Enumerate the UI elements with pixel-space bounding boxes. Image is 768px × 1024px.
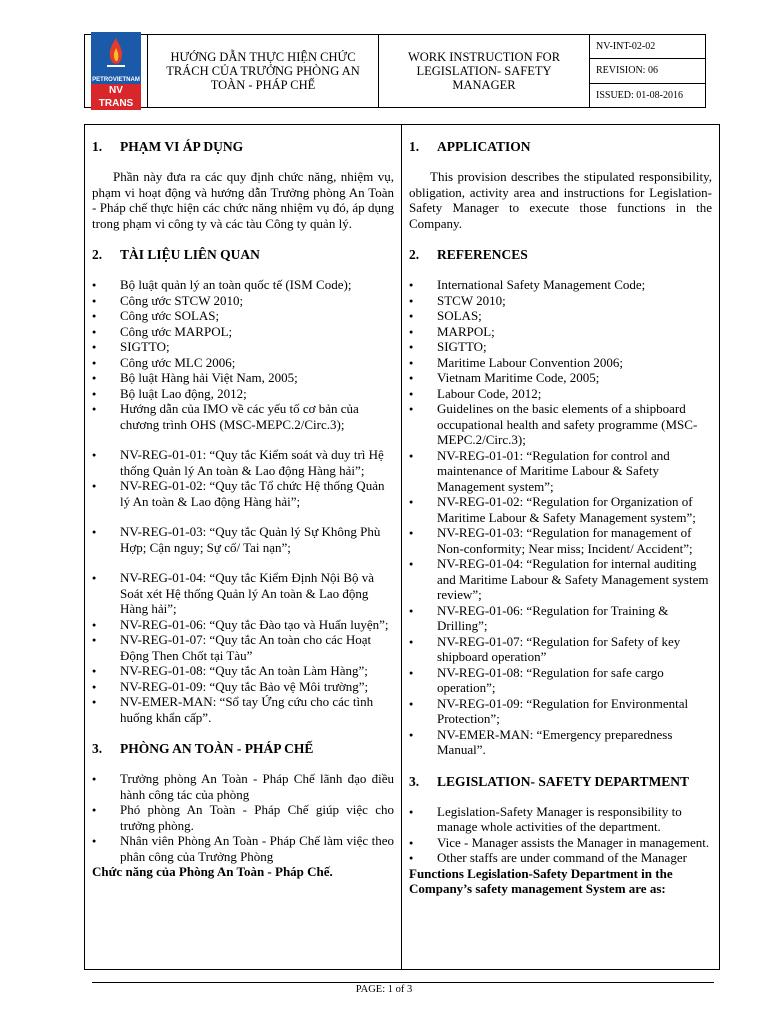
content-table xyxy=(84,124,720,970)
vietnamese-column xyxy=(85,125,402,969)
list-item: ● NV-REG-01-08: “Quy tắc An toàn Làm Hàng”; xyxy=(92,663,394,679)
english-column xyxy=(402,125,719,969)
title-vietnamese: HƯỚNG DẪN THỰC HIỆN CHỨC TRÁCH CỦA TRƯỞNG PHÒNG AN TOÀN - PHÁP CHẾ xyxy=(148,35,379,107)
list-item: ● Công ước SOLAS; xyxy=(92,308,394,324)
list-item: ● NV-EMER-MAN: “Sổ tay Ứng cứu cho các tình huống khẩn cấp”. xyxy=(92,694,394,725)
logo-text-petrovietnam: PETROVIETNAM xyxy=(92,77,140,83)
issued-date: ISSUED: 01-08-2016 xyxy=(596,89,683,101)
list-item: ● NV-REG-01-02: “Regulation for Organization of Maritime Labour & Safety Management system”; xyxy=(409,494,712,525)
section-heading: 2. REFERENCES xyxy=(409,247,528,262)
list-item: ● NV-REG-01-02: “Quy tắc Tổ chức Hệ thống Quản lý An toàn & Lao động Hàng hải”; xyxy=(92,478,394,509)
list-item: ● NV-EMER-MAN: “Emergency preparedness Manual”. xyxy=(409,727,712,758)
list-item: ● NV-REG-01-01: “Regulation for control and maintenance of Maritime Labour & Safety Management system”; xyxy=(409,448,712,495)
list-item: ● Bộ luật quản lý an toàn quốc tế (ISM Code); xyxy=(92,277,394,293)
reference-list xyxy=(92,277,394,725)
list-item: ● NV-REG-01-07: “Quy tắc An toàn cho các Hoạt Động Then Chốt tại Tàu” xyxy=(92,632,394,663)
document-meta xyxy=(590,35,705,107)
list-item: ● Maritime Labour Convention 2006; xyxy=(409,355,712,371)
list-item: ● International Safety Management Code; xyxy=(409,277,712,293)
section-heading: 3. LEGISLATION- SAFETY DEPARTMENT xyxy=(409,773,690,789)
footer-divider xyxy=(92,982,714,983)
list-item: ● NV-REG-01-06: “Regulation for Training & Drilling”; xyxy=(409,603,712,634)
list-item: ● Công ước STCW 2010; xyxy=(92,293,394,309)
section-heading: 1. APPLICATION xyxy=(409,139,531,154)
revision: REVISION: 06 xyxy=(590,59,705,83)
reference-list xyxy=(409,277,712,758)
list-item: ● SIGTTO; xyxy=(92,339,394,355)
list-item: ● NV-REG-01-06: “Quy tắc Đào tạo và Huấn luyện”; xyxy=(92,617,394,633)
list-item: ● NV-REG-01-09: “Quy tắc Bảo vệ Môi trường”; xyxy=(92,679,394,695)
list-item: ● Công ước MLC 2006; xyxy=(92,355,394,371)
section-heading: 3. PHÒNG AN TOÀN - PHÁP CHẾ xyxy=(92,741,314,756)
list-item: ● NV-REG-01-09: “Regulation for Environmental Protection”; xyxy=(409,696,712,727)
list-item: ● NV-REG-01-03: “Regulation for management of Non-conformity; Near miss; Incident/ Accident”; xyxy=(409,525,712,556)
list-item: ● NV-REG-01-07: “Regulation for Safety of key shipboard operation” xyxy=(409,634,712,665)
list-item: ● NV-REG-01-01: “Quy tắc Kiểm soát và duy trì Hệ thống Quản lý An toàn & Lao động Hàng hải”; xyxy=(92,447,394,478)
list-item: ● NV-REG-01-04: “Quy tắc Kiểm Định Nội Bộ và Soát xét Hệ thống Quản lý An toàn & Lao động Hàng hải”; xyxy=(92,570,394,617)
list-item: ● Trưởng phòng An Toàn - Pháp Chế lãnh đạo điều hành công tác của phòng xyxy=(92,771,394,802)
list-item: ● Guidelines on the basic elements of a shipboard occupational health and safety programme (MSC-MEPC.2/Circ.3); xyxy=(409,401,712,448)
page-number: PAGE: 1 of 3 xyxy=(355,984,413,995)
list-item: ● NV-REG-01-03: “Quy tắc Quản lý Sự Không Phù Hợp; Cận nguy; Sự cố/ Tai nạn”; xyxy=(92,524,394,555)
list-item: ● Bộ luật Lao động, 2012; xyxy=(92,386,394,402)
section-body: This provision describes the stipulated responsibility, obligation, activity area and instructions for Legislation- Safety Manager to execute those functions in the Company. xyxy=(409,169,712,231)
list-item: ● Legislation-Safety Manager is responsibility to manage whole activities of the department. xyxy=(409,804,712,835)
list-item: ● Labour Code, 2012; xyxy=(409,386,712,402)
list-item: ● Nhân viên Phòng An Toàn - Pháp Chế làm việc theo phân công của Trưởng Phòng xyxy=(92,833,394,864)
list-item: ● Phó phòng An Toàn - Pháp Chế giúp việc cho trưởng phòng. xyxy=(92,802,394,833)
list-item: ● Hướng dẫn của IMO về các yếu tố cơ bản của chương trình OHS (MSC-MEPC.2/Circ.3); xyxy=(92,401,394,432)
list-item: ● STCW 2010; xyxy=(409,293,712,309)
functions-heading: Functions Legislation-Safety Department in the Company’s safety management System are as: xyxy=(409,865,673,896)
section-body: Phần này đưa ra các quy định chức năng, nhiệm vụ, phạm vi hoạt động và hướng dẫn Trưởng phòng An Toàn - Pháp chế thực hiện các chức năng nhiệm vụ đó, áp dụng trong phạm vi công ty và các tàu Công ty quản lý. xyxy=(92,169,394,231)
list-item: ● NV-REG-01-08: “Regulation for safe cargo operation”; xyxy=(409,665,712,696)
section-heading: 1. PHẠM VI ÁP DỤNG xyxy=(92,139,244,154)
flame-logo-icon xyxy=(91,32,141,76)
title-english: WORK INSTRUCTION FOR LEGISLATION- SAFETY MANAGER xyxy=(379,35,590,107)
list-item: ● SIGTTO; xyxy=(409,339,712,355)
logo-text-nvtrans: NV TRANS xyxy=(91,84,141,110)
company-logo xyxy=(85,35,148,107)
list-item: ● Vice - Manager assists the Manager in management. xyxy=(409,835,712,851)
list-item: ● Bộ luật Hàng hải Việt Nam, 2005; xyxy=(92,370,394,386)
section-heading: 2. TÀI LIỆU LIÊN QUAN xyxy=(92,247,260,262)
list-item: ● NV-REG-01-04: “Regulation for internal auditing and Maritime Labour & Safety Management system review”; xyxy=(409,556,712,603)
document-header xyxy=(84,34,706,108)
department-list xyxy=(409,804,712,866)
list-item: ● Other staffs are under command of the Manager xyxy=(409,850,712,866)
list-item: ● Vietnam Maritime Code, 2005; xyxy=(409,370,712,386)
document-number: NV-INT-02-02 xyxy=(590,35,705,59)
list-item: ● Công ước MARPOL; xyxy=(92,324,394,340)
list-item: ● MARPOL; xyxy=(409,324,712,340)
list-item: ● SOLAS; xyxy=(409,308,712,324)
functions-heading: Chức năng của Phòng An Toàn - Pháp Chế. xyxy=(92,864,333,879)
department-list xyxy=(92,771,394,864)
